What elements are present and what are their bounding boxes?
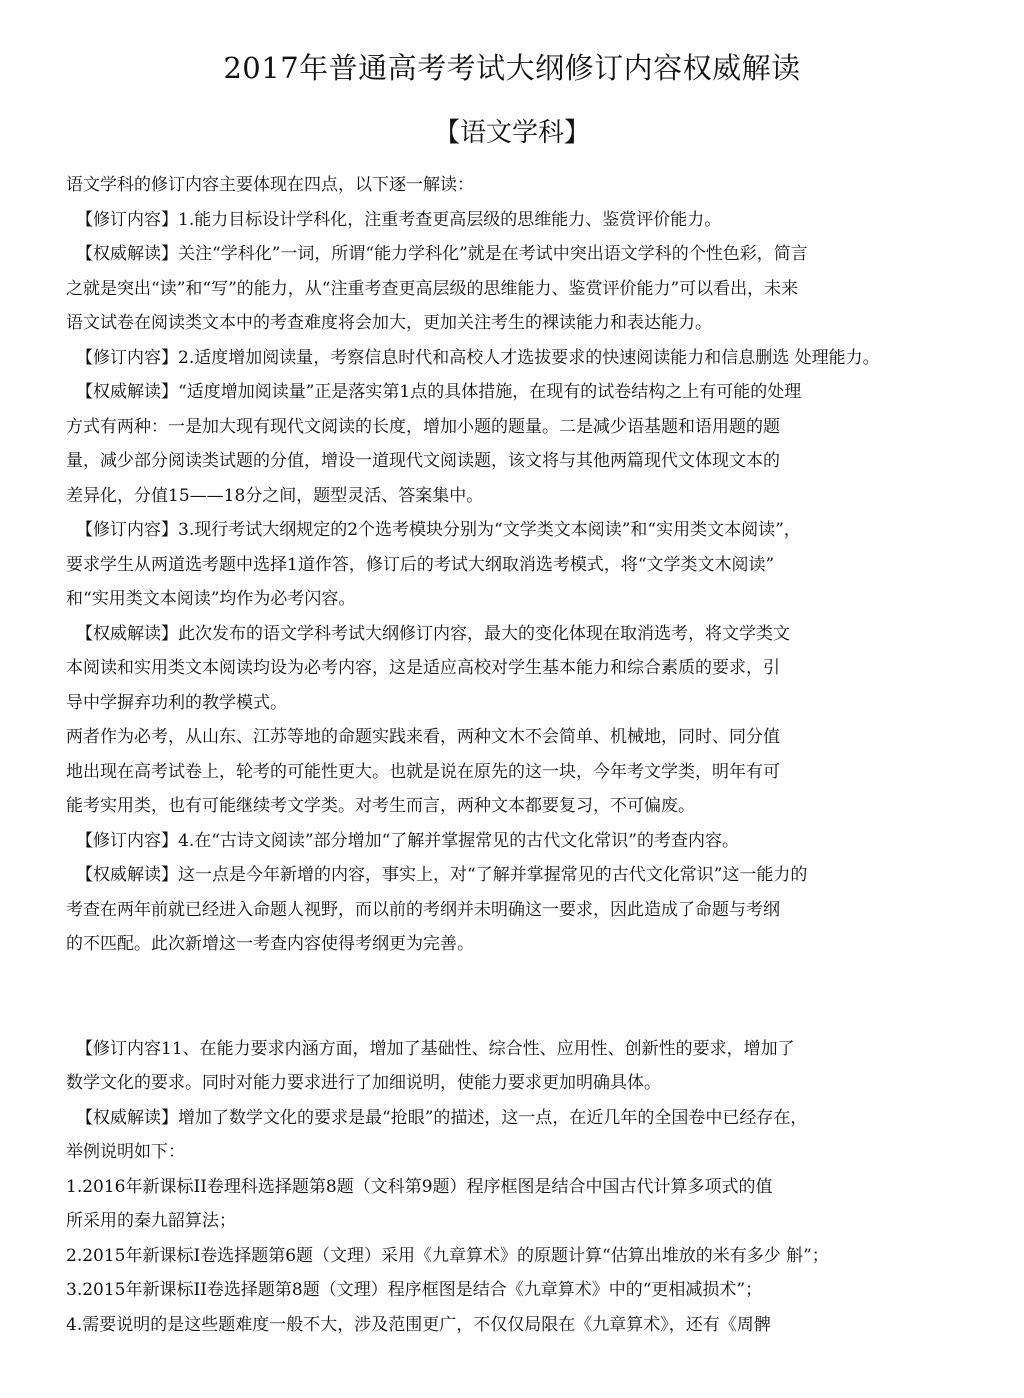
section-heading: 【语文学科】 [433, 118, 590, 148]
paragraph-line: 和“实用类文本阅读”均作为必考闪容。 [66, 589, 356, 609]
interpretation-4: 【权威解读】这一点是今年新增的内容，事实上，对“了解并掌握常见的古代文化常识”这一能力的 [76, 865, 808, 885]
math-revision-item: 【修订内容11、在能力要求内涵方面，增加了基础性、综合性、应用性、创新性的要求，增加了 [76, 1038, 795, 1059]
paragraph-line: 考查在两年前就已经进入命题人视野，而以前的考纲并未明确这一要求，因此造成了命题与考纲 [66, 899, 780, 920]
interpretation-2: 【权威解读】“适度增加阅读量”正是落实第1点的具体措施，在现有的试卷结构之上有可能的处理 [76, 382, 802, 402]
paragraph-line: 本阅读和实用类文本阅读均设为必考内容，这是适应高校对学生基本能力和综合素质的要求，引 [66, 658, 780, 678]
revision-item-3: 【修订内容】3.现行考试大纲规定的2个选考模块分别为“文学类文本阅读”和“实用类文本阅读”， [76, 520, 801, 540]
paragraph-line: 所采用的秦九韶算法； [66, 1211, 236, 1231]
paragraph-line: 导中学摒弃功利的教学模式。 [66, 692, 287, 713]
paragraph-line: 要求学生从两道选考题中选择1道作答，修订后的考试大纲取消选考模式，将“文学类文木阅读” [66, 554, 775, 575]
paragraph-line: 之就是突出“读”和“写”的能力，从“注重考查更高层级的思维能力、鉴赏评价能力”可以看出，未来 [66, 278, 799, 299]
example-1: 1.2016年新课标II卷理科选择题第8题（文科第9题）程序框图是结合中国古代计算多项式的值 [66, 1176, 773, 1197]
paragraph-line: 方式有两种：一是加大现有现代文阅读的长度，增加小题的题量。二是减少语基题和语用题的题 [66, 416, 780, 437]
interpretation-1: 【权威解读】关注“学科化”一词，所谓“能力学科化”就是在考试中突出语文学科的个性色彩，简言 [76, 244, 808, 264]
document-body [66, 168, 966, 1342]
example-3: 3.2015年新课标II卷选择题第8题（文理）程序框图是结合《九章算术》中的“更相减损术”； [66, 1280, 763, 1300]
revision-item-4: 【修订内容】4.在“古诗文阅读”部分增加“了解并掌握常见的古代文化常识”的考查内容。 [76, 830, 739, 851]
document-title: 2017年普通高考考试大纲修订内容权威解读 [223, 51, 801, 85]
interpretation-3: 【权威解读】此次发布的语文学科考试大纲修订内容，最大的变化体现在取消选考，将文学类文 [76, 623, 790, 644]
example-4: 4.需要说明的是这些题难度一般不大，涉及范围更广，不仅仅局限在《九章算术》，还有《周髀 [66, 1314, 771, 1335]
paragraph-line: 两者作为必考，从山东、江苏等地的命题实践来看，两种文木不会简单、机械地，同时、同分值 [66, 727, 780, 747]
paragraph-line: 差异化，分值15——18分之间，题型灵活、答案集中。 [66, 485, 484, 506]
section-spacer [66, 962, 966, 1032]
paragraph-line: 举例说明如下： [66, 1142, 185, 1162]
paragraph-line: 的不匹配。此次新增这一考查内容使得考纲更为完善。 [66, 934, 474, 954]
paragraph-line: 语文试卷在阅读类文本中的考查难度将会加大，更加关注考生的裸读能力和表达能力。 [66, 313, 712, 333]
revision-item-1: 【修订内容】1.能力目标设计学科化，注重考查更高层级的思维能力、鉴赏评价能力。 [76, 209, 722, 230]
paragraph-line: 数学文化的要求。同时对能力要求进行了加细说明，使能力要求更加明确具体。 [66, 1073, 661, 1093]
paragraph-line: 语文学科的修订内容主要体现在四点，以下逐一解读： [66, 175, 474, 195]
math-interpretation: 【权威解读】增加了数学文化的要求是最“抢眼”的描述，这一点，在近几年的全国卷中已经存在， [76, 1107, 808, 1128]
paragraph-line: 地出现在高考试卷上，轮考的可能性更大。也就是说在原先的这一块，今年考文学类，明年有可 [66, 761, 780, 782]
paragraph-line: 量，减少部分阅读类试题的分值，增设一道现代文阅读题，该文将与其他两篇现代文体现文本的 [66, 451, 780, 471]
example-2: 2.2015年新课标I卷选择题第6题（文理）采用《九章算术》的原题计算“估算出堆放的米有多少 斛”； [66, 1245, 829, 1266]
paragraph-line: 能考实用类，也有可能继续考文学类。对考生而言，两种文本都要复习，不可偏废。 [66, 796, 695, 816]
revision-item-2: 【修订内容】2.适度增加阅读量，考察信息时代和高校人才选拔要求的快速阅读能力和信息删选 处理能力。 [76, 347, 880, 368]
